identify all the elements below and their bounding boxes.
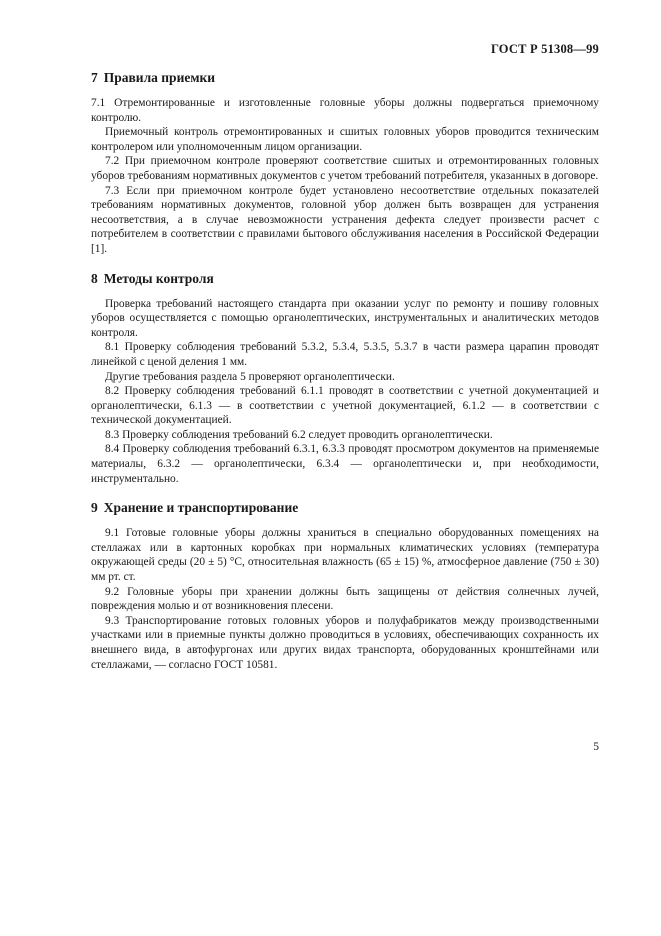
paragraph: 8.1 Проверку соблюдения требований 5.3.2, 5.3.4, 5.3.5, 5.3.7 в части размера царапин проводят линейкой с ценой деления 1 мм. (91, 341, 599, 368)
section-number: 9 (91, 500, 98, 516)
paragraph: Проверка требований настоящего стандарта при оказании услуг по ремонту и пошиву головных уборов осуществляется с помощью органолептических, инструментальных и аналитических методов контроля. (91, 297, 599, 339)
paragraph: 9.3 Транспортирование готовых головных уборов и полуфабрикатов между производственными участками или в приемные пункты должно проводиться в условиях, обеспечивающих сохранность их внешнего вида, в автофургонах или других видах транспорта, оборудованных кронштейнами или стеллажами, — согласно ГОСТ 10581. (91, 614, 599, 671)
paragraph: 8.4 Проверку соблюдения требований 6.3.1, 6.3.3 проводят просмотром документов на применяемые материалы, 6.3.2 — органолептически, 6.3.4 — органолептически и, при необходимости, инструментально. (91, 443, 599, 485)
section-7 (91, 70, 599, 257)
section-title: Хранение и транспортирование (103, 500, 299, 516)
paragraph: 7.3 Если при приемочном контроле будет установлено несоответствие отдельных показателей требованиям нормативных документов, головной убор должен быть возвращен для устранения несоответствия, а в случае невозможности устранения дефекта следует произвести расчет с потребителем в соответствии с правилами бытового обслуживания населения в Российской Федерации [1]. (91, 184, 599, 255)
section-8 (91, 271, 599, 487)
section-number: 7 (91, 70, 98, 85)
section-title: Методы контроля (103, 270, 214, 286)
paragraph: 8.3 Проверку соблюдения требований 6.2 следует проводить органолептически. (105, 428, 493, 441)
paragraph: 9.2 Головные уборы при хранении должны быть защищены от действия солнечных лучей, повреждения молью и от возникновения плесени. (91, 585, 599, 613)
paragraph: 9.1 Готовые головные уборы должны храниться в специально оборудованных помещениях на стеллажах или в картонных коробках при нормальных климатических условиях (температура окружающей среды (20 ± 5) °С, относительная влажность (65 ± 15) %, атмосферное давление (750 ± 30) мм рт. ст. (91, 527, 599, 584)
page-number: 5 (593, 741, 599, 753)
section-number: 8 (91, 270, 98, 286)
section-heading (91, 271, 599, 287)
section-title: Правила приемки (103, 70, 216, 85)
section-heading (91, 70, 599, 86)
paragraph: Другие требования раздела 5 проверяют органолептически. (105, 370, 395, 383)
section-heading (91, 500, 599, 516)
section-9 (91, 500, 599, 672)
document-body (91, 70, 599, 686)
document-code: ГОСТ Р 51308—99 (490, 42, 599, 56)
paragraph: 8.2 Проверку соблюдения требований 6.1.1 проводят в соответствии с учетной документацией и органолептически, 6.1.3 — в соответствии с учетной документацией, 6.1.2 — в соответствии с технической документацией. (91, 385, 599, 427)
paragraph: Приемочный контроль отремонтированных и сшитых головных уборов проводится техническим контролером или уполномоченным лицом организации. (91, 126, 599, 153)
paragraph: 7.1 Отремонтированные и изготовленные головные уборы должны подвергаться приемочному контролю. (91, 97, 599, 124)
paragraph: 7.2 При приемочном контроле проверяют соответствие сшитых и отремонтированных головных уборов требованиям нормативных документов с учетом требований потребителя, указанных в договоре. (91, 155, 599, 182)
